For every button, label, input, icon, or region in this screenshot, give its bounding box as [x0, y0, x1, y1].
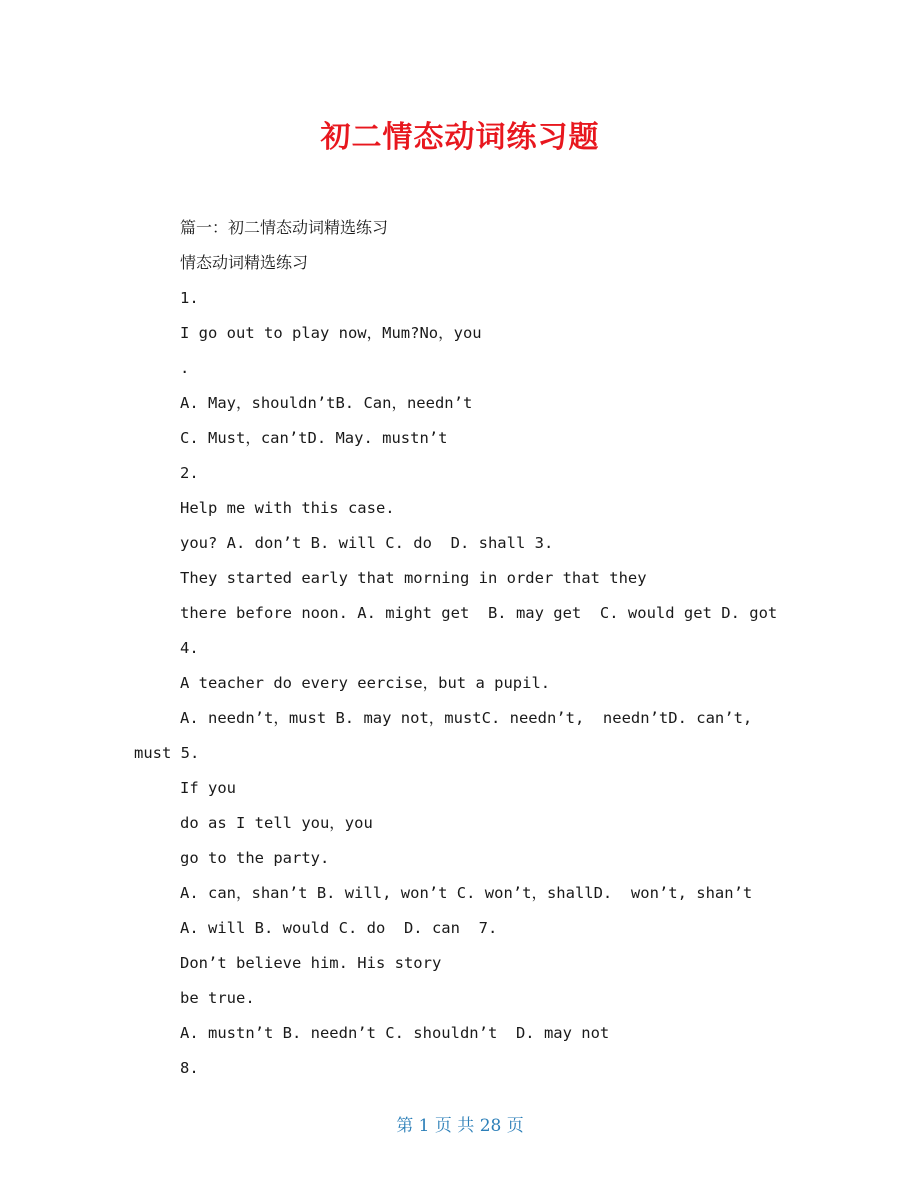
question-text: They started early that morning in order that they — [180, 569, 647, 587]
answer-options: there before noon. A. might get B. may get C. would get D. got — [180, 604, 778, 622]
answer-options: you? A. don’t B. will C. do D. shall 3. — [180, 534, 554, 552]
page-number-footer: 第 1 页 共 28 页 — [396, 1116, 524, 1136]
question-text: . — [180, 359, 190, 377]
question-text: If you — [180, 779, 236, 797]
question-number: 8. — [180, 1059, 199, 1077]
answer-options: A. May，shouldn’tB. Can，needn’t — [180, 394, 473, 412]
question-number: 4. — [180, 639, 199, 657]
section-heading: 篇一：初二情态动词精选练习 — [180, 218, 389, 237]
question-number: 2. — [180, 464, 199, 482]
answer-options: must 5. — [134, 744, 200, 762]
question-number: 1. — [180, 289, 199, 307]
document-title: 初二情态动词练习题 — [320, 120, 600, 155]
question-text: Help me with this case. — [180, 499, 395, 517]
section-subheading: 情态动词精选练习 — [180, 253, 309, 272]
question-text: Don’t believe him. His story — [180, 954, 442, 972]
question-text: go to the party. — [180, 849, 330, 867]
question-text: A teacher do every eercise，but a pupil. — [180, 674, 551, 692]
answer-options: A. needn’t，must B. may not，mustC. needn’t, needn’tD. can’t, — [180, 709, 753, 727]
answer-options: A. mustn’t B. needn’t C. shouldn’t D. may not — [180, 1024, 610, 1042]
answer-options: A. will B. would C. do D. can 7. — [180, 919, 498, 937]
answer-options: A. can，shan’t B. will, won’t C. won’t，shallD. won’t, shan’t — [180, 884, 753, 902]
question-text: I go out to play now，Mum?No，you — [180, 324, 482, 342]
question-text: be true. — [180, 989, 255, 1007]
answer-options: C. Must，can’tD. May. mustn’t — [180, 429, 448, 447]
question-text: do as I tell you，you — [180, 814, 373, 832]
